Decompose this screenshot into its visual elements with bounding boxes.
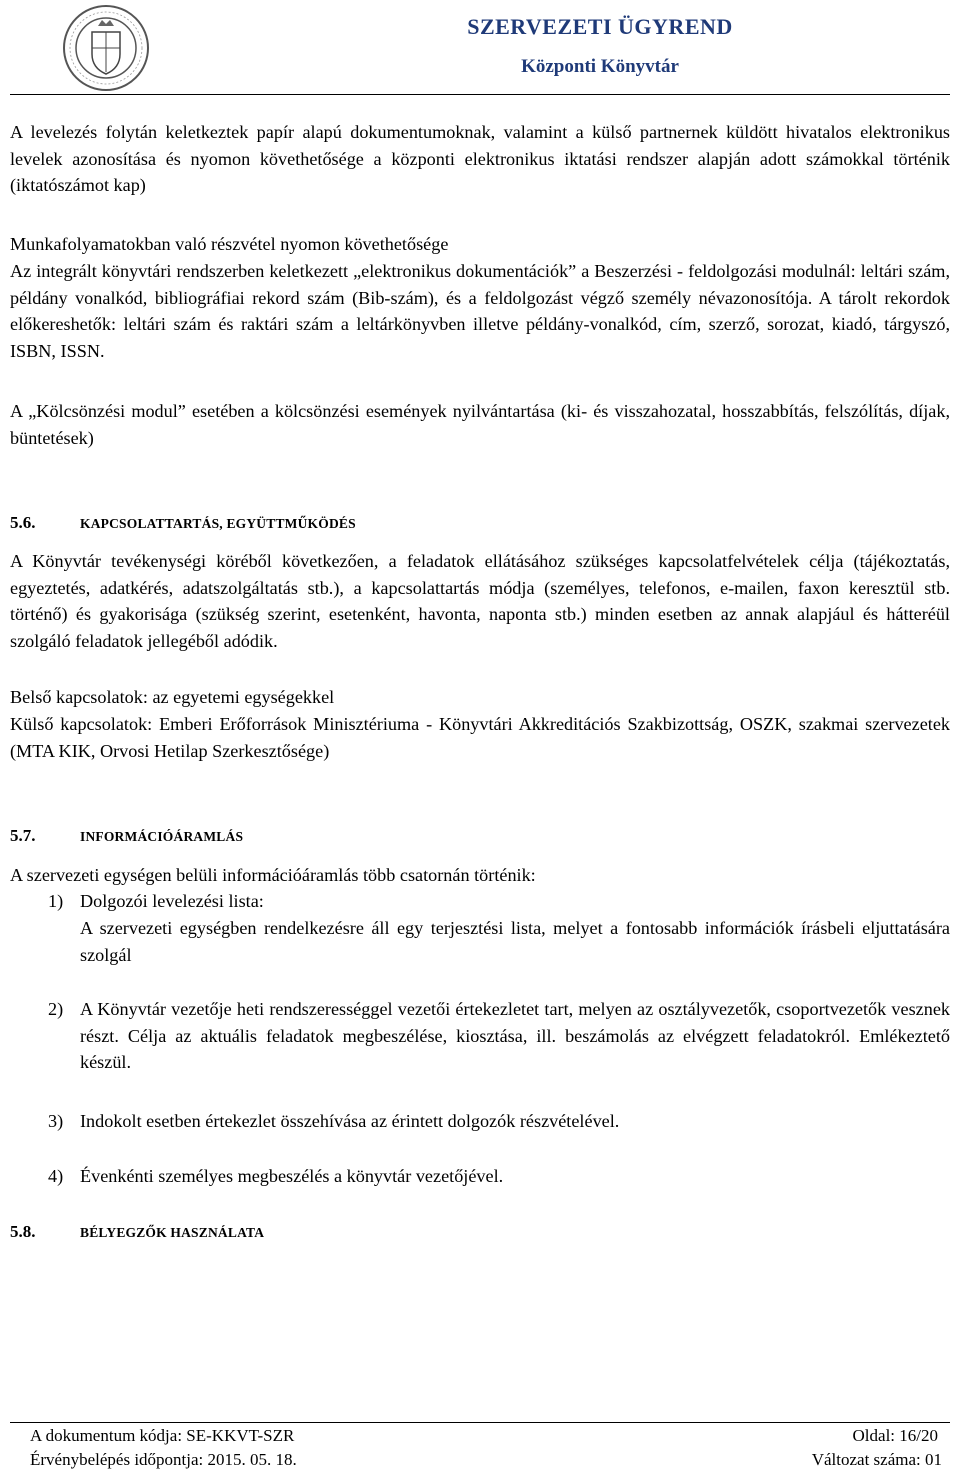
list-item-text: A szervezeti egységben rendelkezésre áll egy terjesztési lista, melyet a fontosabb információk írásbeli eljuttatására szolgál (80, 918, 950, 965)
list-item-text: Indokolt esetben értekezlet összehívása az érintett dolgozók részvételével. (80, 1111, 620, 1131)
list-item-text: Évenkénti személyes megbeszélés a könyvtár vezetőjével. (80, 1166, 504, 1186)
header-subtitle: Központi Könyvtár (521, 56, 679, 77)
paragraph-contacts: A Könyvtár tevékenységi köréből következően, a feladatok ellátásához szükséges kapcsolatfelvételek célja (tájékoztatás, egyeztetés, adatkérés, adatszolgáltatás stb.), a kapcsolattartás módja (személyes, telefonos, e-mailen, faxon keresztül stb. történő) és gyakorisága (szükség szerint, esetenként, havonta, naponta stb.) minden esetben az annak alapjául és hátteréül szolgáló feladatok jellegéből adódik. (10, 551, 950, 651)
paragraph-correspondence: A levelezés folytán keletkeztek papír alapú dokumentumoknak, valamint a külső partnernek küldött hivatalos elektronikus levelek azonosítása és nyomon követhetősége a központi elektronikus iktatási rendszer alapján adott számokkal történik (iktatószámot kap) (10, 122, 950, 195)
section-number: 5.6. (10, 513, 36, 532)
section-heading-5-8 (10, 1222, 264, 1242)
list-item-number: 4) (48, 1166, 64, 1186)
paragraph-integrated-system: Az integrált könyvtári rendszerben keletkezett „elektronikus dokumentációk” a Beszerzési - feldolgozási modulnál: leltári szám, példány vonalkód, bibliográfiai rekord szám (Bib-szám), és a feldolgozást végző személy névazonosítója. A tárolt rekordok előkereshetők: leltári szám és raktári szám a leltárkönyvben illetve példány-vonalkód, cím, szerző, sorozat, kiadó, tárgyszó, ISBN, ISSN. (10, 261, 950, 361)
section-number: 5.8. (10, 1222, 36, 1241)
list-item-text: A Könyvtár vezetője heti rendszerességgel vezetői értekezletet tart, melyen az osztályvezetők, csoportvezetők vesznek részt. Célja az aktuális feladatok megbeszélése, kiosztása, ill. beszámolás az elvégzett feladatokról. Emlékeztető készül. (80, 999, 950, 1072)
paragraph-external-contacts: Külső kapcsolatok: Emberi Erőforrások Minisztériuma - Könyvtári Akkreditációs Szakbizottság, OSZK, szakmai szervezetek (MTA KIK, Orvosi Hetilap Szerkesztősége) (10, 714, 950, 761)
university-seal-icon (62, 4, 150, 92)
paragraph-info-flow: A szervezeti egységen belüli információáramlás több csatornán történik: (10, 865, 536, 885)
section-number: 5.7. (10, 826, 36, 845)
list-item-number: 3) (48, 1111, 64, 1131)
paragraph-internal-contacts: Belső kapcsolatok: az egyetemi egységekkel (10, 687, 335, 707)
list-item-number: 1) (48, 891, 64, 911)
paragraph-lending-module: A „Kölcsönzési modul” esetében a kölcsönzési események nyilvántartása (ki- és visszahozatal, hosszabbítás, felszólítás, díjak, büntetések) (10, 401, 950, 448)
footer-page-number: Oldal: 16/20 (852, 1426, 938, 1445)
footer-rule (10, 1422, 950, 1423)
section-heading-5-6 (10, 513, 356, 533)
section-title: INFORMÁCIÓÁRAMLÁS (80, 829, 244, 844)
section-heading-5-7 (10, 826, 243, 846)
header-rule (10, 94, 950, 95)
footer-document-code: A dokumentum kódja: SE-KKVT-SZR (30, 1426, 295, 1445)
section-title: BÉLYEGZŐK HASZNÁLATA (80, 1225, 265, 1240)
list-item-title: Dolgozói levelezési lista: (80, 891, 264, 911)
footer-effective-date: Érvénybelépés időpontja: 2015. 05. 18. (30, 1450, 297, 1469)
paragraph-heading-workflow: Munkafolyamatokban való részvétel nyomon követhetősége (10, 234, 449, 254)
header-title: SZERVEZETI ÜGYREND (467, 14, 733, 39)
section-title: KAPCSOLATTARTÁS, EGYÜTTMŰKÖDÉS (80, 516, 356, 531)
footer-version: Változat száma: 01 (811, 1450, 942, 1469)
list-item-number: 2) (48, 999, 64, 1019)
